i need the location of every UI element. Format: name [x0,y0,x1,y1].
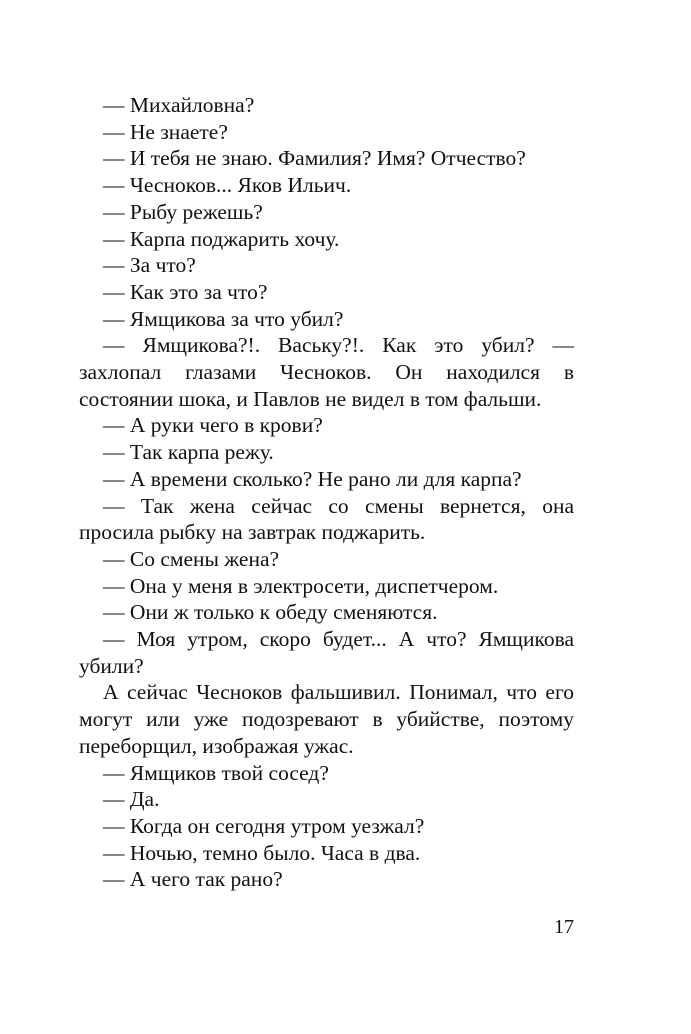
dialogue-line: — За что? [103,253,196,278]
dialogue-line: — Они ж только к обеду сменяются. [103,600,438,625]
dialogue-line: — Чесноков... Яков Ильич. [103,173,352,198]
dialogue-line: — Ямщикова за что убил? [103,306,344,331]
dialogue-line: — Рыбу режешь? [103,199,263,224]
dialogue-line: — А руки чего в крови? [103,413,323,438]
dialogue-line: — Когда он сегодня утром уезжал? [103,813,425,838]
dialogue-line: — Так карпа режу. [103,440,274,465]
narration-paragraph: А сейчас Чесноков фальшивил. Понимал, что его могут или уже подозревают в убийстве, поэтому переборщил, изображая ужас. [79,680,574,758]
dialogue-line: — Ямщиков твой сосед? [103,760,329,785]
dialogue-line: — Со смены жена? [103,546,280,571]
dialogue-line: — А времени сколько? Не рано ли для карпа? [103,466,522,491]
dialogue-line: — Она у меня в электросети, диспетчером. [103,573,499,598]
book-page-text [79,92,574,893]
dialogue-paragraph: — Моя утром, скоро будет... А что? Ямщикова убили? [79,627,574,678]
dialogue-line: — А чего так рано? [103,867,283,892]
dialogue-paragraph: — Так жена сейчас со смены вернется, она просила рыбку на завтрак поджарить. [79,493,574,545]
dialogue-line: — Михайловна? [103,93,255,117]
dialogue-line: — Ночью, темно было. Часа в два. [103,840,421,865]
dialogue-line: — Карпа поджарить хочу. [103,226,340,251]
dialogue-line: — Не знаете? [103,119,228,144]
page-number: 17 [554,916,574,938]
dialogue-line: — Как это за что? [103,279,268,304]
dialogue-line: — Да. [103,787,160,812]
dialogue-line: — И тебя не знаю. Фамилия? Имя? Отчество? [103,146,526,171]
dialogue-paragraph: — Ямщикова?!. Ваську?!. Как это убил? — захлопал глазами Чесноков. Он находился в состоянии шока, и Павлов не видел в том фальши. [79,333,574,411]
